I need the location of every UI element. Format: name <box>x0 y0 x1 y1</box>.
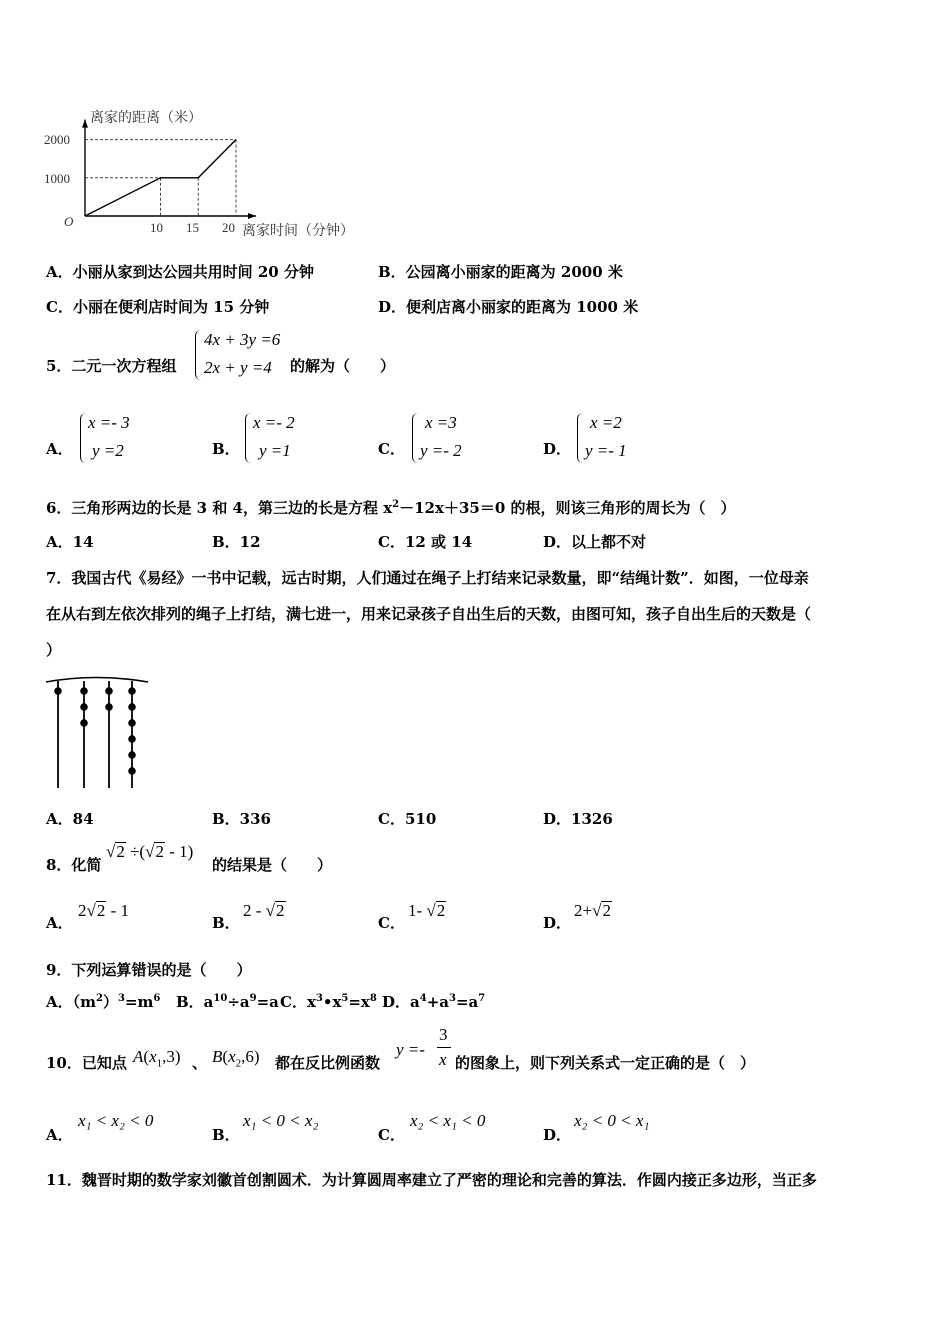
rope-3-knot <box>105 703 113 711</box>
q5-stem-suffix: 的解为（ ） <box>290 357 396 375</box>
q9-b-mid: ÷a <box>227 993 250 1011</box>
q9-c-sup2: 5 <box>341 993 349 1004</box>
q9-stem: 9．下列运算错误的是（ ） <box>46 961 252 979</box>
rope-2-knot <box>80 719 88 727</box>
q5-stem-prefix: 5．二元一次方程组 <box>46 357 177 375</box>
q7-option-b[interactable]: B．336 <box>212 810 271 828</box>
q5-option-d-line2: y =- 1 <box>585 441 627 460</box>
q9-c-sup1: 3 <box>315 993 323 1004</box>
q8-stem-prefix: 8．化简 <box>46 856 102 874</box>
q9-a-pre: A．（m <box>46 993 97 1011</box>
q8-option-a-post: - 1 <box>106 901 130 920</box>
q5-system-brace <box>195 330 202 380</box>
q9-d-sup2: 3 <box>449 993 456 1004</box>
q10-stem-prefix: 10．已知点 <box>46 1054 127 1072</box>
q10-option-a-expr[interactable]: x₁ < x₂ < 0 <box>78 1111 154 1130</box>
q8-option-a-pre: 2 <box>78 901 87 920</box>
y-axis-arrow <box>82 120 88 128</box>
q9-option-a[interactable] <box>46 991 160 1012</box>
rope-4-knot <box>128 767 136 775</box>
q4-option-b[interactable]: B．公园离小丽家的距离为 2000 米 <box>378 263 623 281</box>
q8-option-a-expr: 2√2 - 1 <box>78 901 130 920</box>
q9-b-end: =a <box>256 993 279 1011</box>
q10-func-lhs: y =- <box>396 1040 425 1059</box>
q10-frac-bar <box>437 1047 451 1048</box>
q7-stem-line1: 7．我国古代《易经》一书中记载，远古时期，人们通过在绳子上打结来记录数量，即“结绳计数”．如图，一位母亲 <box>46 569 809 587</box>
q7-option-a[interactable]: A．84 <box>46 810 94 828</box>
q8-option-b-pre: 2 - <box>243 901 266 920</box>
q5-option-c-line2: y =- 2 <box>420 441 462 460</box>
q10-option-b-label[interactable]: B． <box>212 1126 240 1144</box>
q5-eq2: 2x + y =4 <box>204 358 272 377</box>
q9-option-b[interactable] <box>176 991 279 1012</box>
q8-option-d-expr: 2+√2 <box>574 901 611 920</box>
q5-option-b-label: B． <box>212 440 240 458</box>
q8-stem-suffix: 的结果是（ ） <box>212 856 333 874</box>
q9-a-sup1: 2 <box>96 993 103 1004</box>
q7-stem-line2: 在从右到左依次排列的绳子上打结，满七进一，用来记录孩子自出生后的天数，由图可知，孩子自出生后的天数是（ <box>46 605 812 623</box>
q10-option-d-label[interactable]: D． <box>543 1126 572 1144</box>
q9-d-mid2: =a <box>455 993 479 1011</box>
q8-expr-radicand-a: 2 <box>116 842 125 861</box>
q9-b-pre: B．a <box>176 993 214 1011</box>
chart-x-tick-20: 20 <box>222 220 235 235</box>
q8-option-c-label: C． <box>378 914 405 932</box>
chart-origin: O <box>64 214 74 229</box>
q10-option-c-label[interactable]: C． <box>378 1126 405 1144</box>
q8-expr-radicand-b: 2 <box>155 842 164 861</box>
q5-option-b-line1: x =- 2 <box>253 413 295 432</box>
q5-option-a-label: A． <box>46 440 73 458</box>
q6-option-c[interactable]: C．12 或 14 <box>378 533 473 551</box>
q11-stem-line1: 11．魏晋时期的数学家刘徽首创割圆术．为计算圆周率建立了严密的理论和完善的算法．作圆内接正多边形，当正多 <box>46 1171 817 1189</box>
q5-option-d-line1: x =2 <box>590 413 622 432</box>
q6-option-b[interactable]: B．12 <box>212 533 261 551</box>
rope-4-knot <box>128 719 136 727</box>
q10-option-b-expr[interactable]: x₁ < 0 < x₂ <box>243 1111 319 1130</box>
q5-option-c-line1: x =3 <box>425 413 457 432</box>
q8-expression: √2 ÷(√2 - 1) <box>106 842 194 861</box>
q8-option-c-rad: 2 <box>436 901 446 920</box>
q4-option-a[interactable]: A．小丽从家到达公园共用时间 20 分钟 <box>46 263 314 281</box>
q10-point-a: $A(x_1,3)$ <box>133 1047 181 1070</box>
rope-3-knot <box>105 687 113 695</box>
q8-option-a-rad: 2 <box>96 901 106 920</box>
q5-option-a-line2: y =2 <box>92 441 124 460</box>
knot-rope-figure <box>44 674 154 790</box>
rope-1-knot <box>54 687 62 695</box>
q9-c-sup3: 8 <box>369 993 377 1004</box>
q9-d-sup3: 7 <box>478 993 486 1004</box>
chart-y-tick-2000: 2000 <box>44 132 70 147</box>
q8-expr-op: ÷( <box>130 842 146 861</box>
q10-func-den: x <box>439 1050 447 1069</box>
chart-x-tick-15: 15 <box>186 220 199 235</box>
q8-option-d-pre: 2+ <box>574 901 593 920</box>
chart-x-label: 离家时间（分钟） <box>242 223 354 239</box>
chart-y-tick-1000: 1000 <box>44 171 70 186</box>
q6-stem-sup: 2 <box>392 499 400 510</box>
q6-stem <box>46 497 735 518</box>
q8-option-c-expr: 1- √2 <box>408 901 446 920</box>
q8-option-d-rad: 2 <box>602 901 611 920</box>
q10-stem-suffix: 的图象上，则下列关系式一定正确的是（ ） <box>455 1054 756 1072</box>
q9-a-sup2: 3 <box>118 993 125 1004</box>
q10-sep: 、 <box>192 1054 208 1072</box>
q10-option-d-expr[interactable]: x₂ < 0 < x₁ <box>574 1111 650 1130</box>
q9-d-mid: +a <box>426 993 449 1011</box>
q6-stem-part-b: －12x＋35＝0 的根，则该三角形的周长为（ ） <box>399 499 736 517</box>
q9-option-d[interactable] <box>382 991 485 1012</box>
q9-c-mid: •x <box>322 993 342 1011</box>
q10-option-c-expr[interactable]: x₂ < x₁ < 0 <box>410 1111 486 1130</box>
q9-c-mid2: =x <box>348 993 370 1011</box>
q5-eq1: 4x + 3y =6 <box>204 330 281 349</box>
q9-a-mid: ） <box>102 993 118 1011</box>
q5-option-b-line2: y =1 <box>259 441 291 460</box>
rope-2-knot <box>80 703 88 711</box>
q9-d-pre: D．a <box>382 993 420 1011</box>
q6-option-d[interactable]: D．以上都不对 <box>543 533 647 551</box>
q5-option-a-brace <box>80 413 87 463</box>
q8-option-b-label: B． <box>212 914 240 932</box>
q9-option-c[interactable] <box>280 991 377 1012</box>
chart-x-tick-10: 10 <box>150 220 163 235</box>
q9-a-mid2: =m <box>124 993 154 1011</box>
rope-4-knot <box>128 687 136 695</box>
rope-4-knot <box>128 735 136 743</box>
q10-stem-mid: 都在反比例函数 <box>275 1054 381 1072</box>
q7-option-c[interactable]: C．510 <box>378 810 437 828</box>
q9-a-sup3: 6 <box>153 993 161 1004</box>
rope-4-knot <box>128 703 136 711</box>
q5-option-a-line1: x =- 3 <box>88 413 130 432</box>
q10-func-num: 3 <box>439 1025 448 1044</box>
q7-option-d[interactable]: D．1326 <box>543 810 613 828</box>
q9-b-sup1: 10 <box>213 993 228 1004</box>
q5-option-b-brace <box>245 413 252 463</box>
q9-c-pre: C．x <box>280 993 316 1011</box>
q5-option-d-label: D． <box>543 440 572 458</box>
q10-option-a-label[interactable]: A． <box>46 1126 73 1144</box>
q4-option-d[interactable]: D．便利店离小丽家的距离为 1000 米 <box>378 298 639 316</box>
q8-expr-end: - 1) <box>169 842 194 861</box>
q8-option-b-rad: 2 <box>276 901 285 920</box>
q4-option-c[interactable]: C．小丽在便利店时间为 15 分钟 <box>46 298 270 316</box>
q8-option-b-expr: 2 - √2 <box>243 901 285 920</box>
q9-b-sup2: 9 <box>249 993 257 1004</box>
q5-option-c-label: C． <box>378 440 405 458</box>
q9-d-sup1: 4 <box>419 993 427 1004</box>
q8-option-c-pre: 1- <box>408 901 427 920</box>
distance-time-chart <box>40 100 400 245</box>
q10-point-b: $B(x_2,6)$ <box>212 1047 260 1070</box>
rope-4-knot <box>128 751 136 759</box>
chart-y-label: 离家的距离（米） <box>90 110 202 126</box>
q6-option-a[interactable]: A．14 <box>46 533 94 551</box>
q5-option-d-brace <box>577 413 584 463</box>
q5-option-c-brace <box>412 413 419 463</box>
q7-stem-line3: ） <box>46 641 62 659</box>
q6-stem-part-a: 6．三角形两边的长是 3 和 4，第三边的长是方程 x <box>46 499 393 517</box>
q8-option-a-label: A． <box>46 914 73 932</box>
x-axis-arrow <box>248 213 256 219</box>
q8-option-d-label: D． <box>543 914 572 932</box>
rope-2-knot <box>80 687 88 695</box>
